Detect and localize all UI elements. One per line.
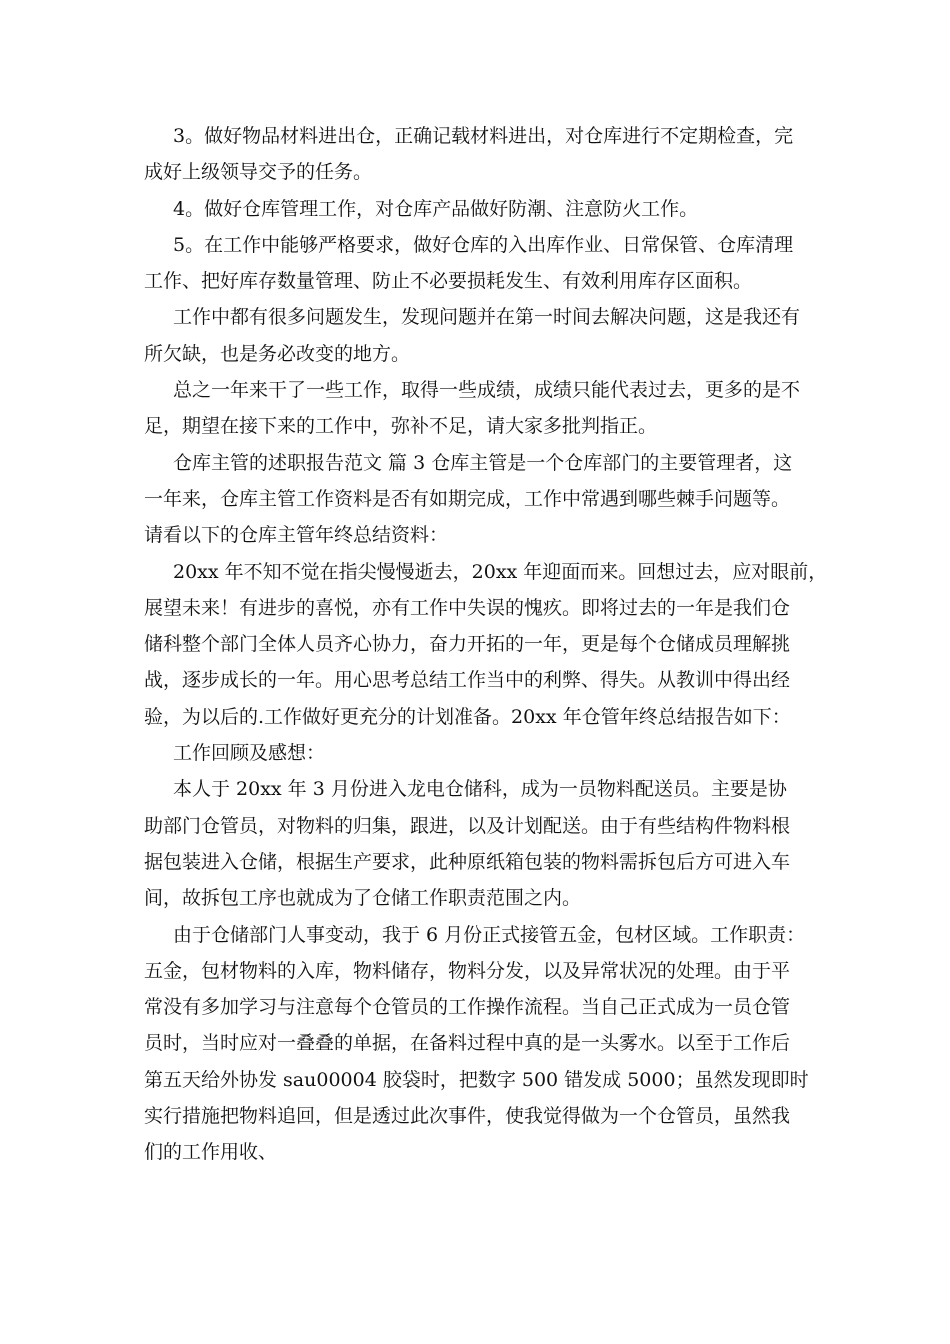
text-line: 储科整个部门全体人员齐心协力，奋力开拓的一年，更是每个仓储成员理解挑 — [144, 633, 791, 656]
text-line: 成好上级领导交予的任务。 — [144, 161, 373, 184]
text-line: 5。在工作中能够严格要求，做好仓库的入出库作业、日常保管、仓库清理 — [173, 233, 794, 256]
text-line: 3。做好物品材料进出仓，正确记载材料进出，对仓库进行不定期检查，完 — [173, 125, 794, 147]
text-line: 请看以下的仓库主管年终总结资料： — [144, 524, 449, 547]
text-line: 间，故拆包工序也就成为了仓储工作职责范围之内。 — [144, 887, 582, 910]
text-line: 4。做好仓库管理工作，对仓库产品做好防潮、注意防火工作。 — [173, 197, 699, 220]
text-line: 验，为以后的.工作做好更充分的计划准备。20xx 年仓管年终总结报告如下： — [144, 705, 791, 728]
text-line: 实行措施把物料追回，但是透过此次事件，使我觉得做为一个仓管员，虽然我 — [144, 1105, 791, 1128]
text-line: 展望未来！有进步的喜悦，亦有工作中失误的愧疚。即将过去的一年是我们仓 — [144, 596, 791, 619]
text-line: 所欠缺，也是务必改变的地方。 — [144, 342, 411, 365]
document-body — [144, 118, 828, 1171]
text-line: 由于仓储部门人事变动，我于 6 月份正式接管五金，包材区域。工作职责： — [173, 923, 806, 946]
text-line: 五金，包材物料的入库，物料储存，物料分发，以及异常状况的处理。由于平 — [144, 959, 791, 982]
text-line: 第五天给外协发 sau00004 胶袋时，把数字 500 错发成 5000；虽然发现即时 — [144, 1068, 809, 1091]
text-line: 足，期望在接下来的工作中，弥补不足，请大家多批判指正。 — [144, 415, 658, 438]
text-line: 本人于 20xx 年 3 月份进入龙电仓储科，成为一员物料配送员。主要是协 — [173, 778, 787, 801]
text-line: 工作中都有很多问题发生，发现问题并在第一时间去解决问题，这是我还有 — [173, 306, 801, 329]
text-line: 员时，当时应对一叠叠的单据，在备料过程中真的是一头雾水。以至于工作后 — [144, 1032, 791, 1055]
text-line: 工作回顾及感想： — [173, 742, 326, 765]
text-line: 20xx 年不知不觉在指尖慢慢逝去，20xx 年迎面而来。回想过去，应对眼前， — [173, 560, 828, 583]
text-line: 常没有多加学习与注意每个仓管员的工作操作流程。当自己正式成为一员仓管 — [144, 996, 791, 1019]
text-line: 们的工作用收、 — [144, 1141, 278, 1164]
text-line: 战，逐步成长的一年。用心思考总结工作当中的利弊、得失。从教训中得出经 — [144, 669, 791, 692]
text-line: 仓库主管的述职报告范文 篇 3 仓库主管是一个仓库部门的主要管理者，这 — [173, 451, 793, 474]
text-line: 工作、把好库存数量管理、防止不必要损耗发生、有效利用库存区面积。 — [144, 270, 753, 293]
text-line: 助部门仓管员，对物料的归集，跟进，以及计划配送。由于有些结构件物料根 — [144, 814, 791, 837]
text-line: 总之一年来干了一些工作，取得一些成绩，成绩只能代表过去，更多的是不 — [173, 379, 801, 402]
text-line: 据包装进入仓储，根据生产要求，此种原纸箱包装的物料需拆包后方可进入车 — [144, 850, 791, 873]
text-line: 一年来，仓库主管工作资料是否有如期完成，工作中常遇到哪些棘手问题等。 — [144, 487, 791, 510]
